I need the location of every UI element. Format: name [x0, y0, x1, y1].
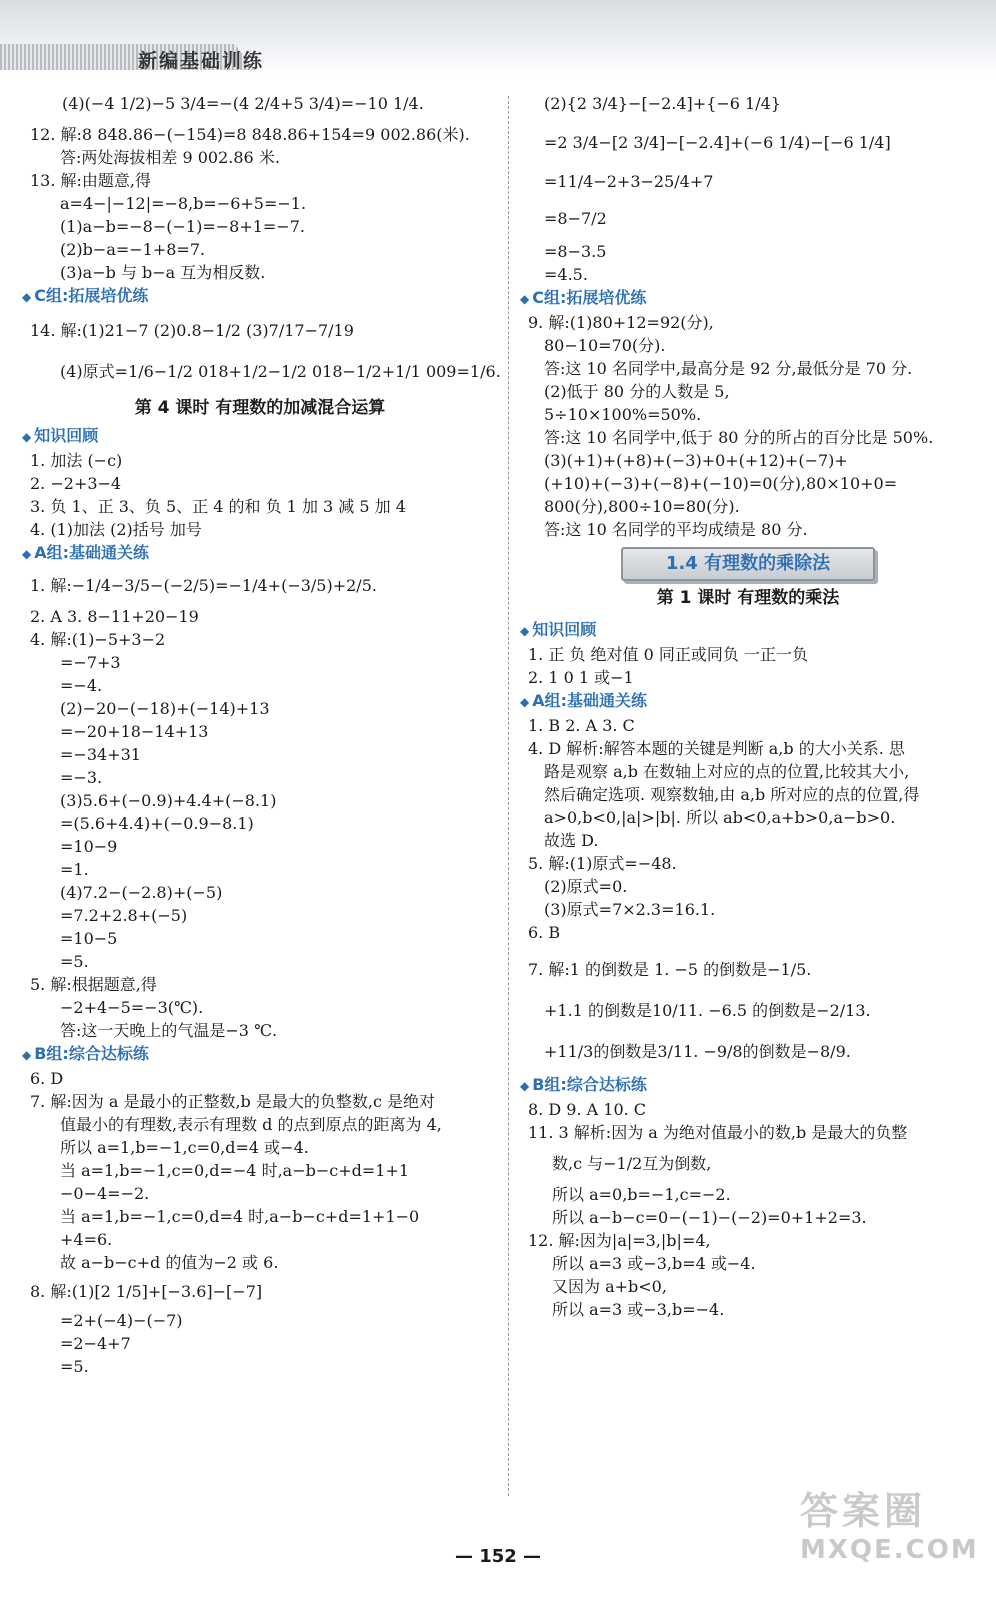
page-header — [0, 0, 996, 74]
text-line: +1.1 的倒数是10/11. −6.5 的倒数是−2/13. — [544, 1001, 871, 1020]
text-line: =−34+31 — [60, 745, 141, 764]
text-line: 1. 加法 (−c) — [30, 451, 123, 470]
section-heading: ◆ 知识回顾 — [22, 424, 490, 449]
text-line: 所以 a−b−c=0−(−1)−(−2)=0+1+2=3. — [552, 1208, 867, 1227]
text-line: 1. 解:−1/4−3/5−(−2/5)=−1/4+(−3/5)+2/5. — [30, 576, 377, 595]
text-line: +11/3的倒数是3/11. −9/8的倒数是−8/9. — [544, 1042, 851, 1061]
text-line: =−3. — [60, 768, 103, 787]
text-line: =8−7/2 — [544, 209, 607, 228]
text-line: =(5.6+4.4)+(−0.9−8.1) — [60, 814, 254, 833]
text-line: (4)(−4 1/2)−5 3/4=−(4 2/4+5 3/4)=−10 1/4. — [62, 94, 424, 113]
header-title: 新编基础训练 — [138, 50, 265, 72]
lesson-title: 第 4 课时 有理数的加减混合运算 — [134, 398, 386, 418]
text-line: 值最小的有理数,表示有理数 d 的点到原点的距离为 4, — [60, 1115, 442, 1134]
text-line: 答:这 10 名同学中,最高分是 92 分,最低分是 70 分. — [544, 359, 913, 378]
text-line: 路是观察 a,b 在数轴上对应的点的位置,比较其大小, — [544, 762, 910, 781]
text-line: 5÷10×100%=50%. — [544, 405, 702, 424]
text-line: −2+4−5=−3(℃). — [60, 998, 204, 1017]
text-line: (2)−20−(−18)+(−14)+13 — [60, 699, 270, 718]
text-line: (3)5.6+(−0.9)+4.4+(−8.1) — [60, 791, 277, 810]
section-heading: ◆ C组:拓展培优练 — [520, 286, 968, 311]
text-line: 所以 a=1,b=−1,c=0,d=4 或−4. — [60, 1138, 309, 1157]
text-line: 答:这一天晚上的气温是−3 ℃. — [60, 1021, 278, 1040]
text-line: =10−9 — [60, 837, 118, 856]
text-line: =−20+18−14+13 — [60, 722, 209, 741]
text-line: 当 a=1,b=−1,c=0,d=−4 时,a−b−c+d=1+1 — [60, 1161, 410, 1180]
text-line: =5. — [60, 952, 89, 971]
text-line: 6. B — [528, 923, 561, 942]
text-line: =7.2+2.8+(−5) — [60, 906, 188, 925]
text-line: −0−4=−2. — [60, 1184, 150, 1203]
text-line: 3. 负 1、正 3、负 5、正 4 的和 负 1 加 3 减 5 加 4 — [30, 497, 406, 516]
text-line: =4.5. — [544, 265, 588, 284]
text-line: 9. 解:(1)80+12=92(分), — [528, 313, 714, 332]
text-line: =1. — [60, 860, 89, 879]
watermark-text: 答案圈 — [800, 1489, 927, 1533]
text-line: 所以 a=0,b=−1,c=−2. — [552, 1185, 731, 1204]
text-line: 80−10=70(分). — [544, 336, 666, 355]
text-line: 12. 解:8 848.86−(−154)=8 848.86+154=9 002.86(米). — [30, 125, 470, 144]
text-line: 答:这 10 名同学的平均成绩是 80 分. — [544, 520, 808, 539]
text-line: =2−4+7 — [60, 1334, 131, 1353]
text-line: 当 a=1,b=−1,c=0,d=4 时,a−b−c+d=1+1−0 — [60, 1207, 420, 1226]
text-line: 7. 解:1 的倒数是 1. −5 的倒数是−1/5. — [528, 960, 812, 979]
text-line: =8−3.5 — [544, 242, 607, 261]
left-column — [30, 92, 501, 1378]
text-line: 4. D 解析:解答本题的关键是判断 a,b 的大小关系. 思 — [528, 739, 905, 758]
text-line: 所以 a=3 或−3,b=4 或−4. — [552, 1254, 756, 1273]
text-line: 4. (1)加法 (2)括号 加号 — [30, 520, 202, 539]
text-line: 5. 解:(1)原式=−48. — [528, 854, 677, 873]
lesson-title: 第 1 课时 有理数的乘法 — [656, 588, 840, 608]
section-heading: ◆ B组:综合达标练 — [520, 1073, 968, 1098]
text-line: (3)(+1)+(+8)+(−3)+0+(+12)+(−7)+ — [544, 451, 848, 470]
text-line: 8. D 9. A 10. C — [528, 1100, 647, 1119]
text-line: 1. B 2. A 3. C — [528, 716, 635, 735]
text-line: 6. D — [30, 1069, 64, 1088]
text-line: 1. 正 负 绝对值 0 同正或同负 一正一负 — [528, 645, 808, 664]
text-line: 7. 解:因为 a 是最小的正整数,b 是最大的负整数,c 是绝对 — [30, 1092, 436, 1111]
text-line: 2. A 3. 8−11+20−19 — [30, 607, 199, 626]
section-heading: ◆ C组:拓展培优练 — [22, 284, 490, 309]
text-line: 14. 解:(1)21−7 (2)0.8−1/2 (3)7/17−7/19 — [30, 321, 354, 340]
text-line: 8. 解:(1)[2 1/5]+[−3.6]−[−7] — [30, 1282, 263, 1301]
text-line: 13. 解:由题意,得 — [30, 171, 152, 190]
text-line: (4)7.2−(−2.8)+(−5) — [60, 883, 223, 902]
text-line: (2)原式=0. — [544, 877, 628, 896]
text-line: 5. 解:根据题意,得 — [30, 975, 157, 994]
watermark-url: MXQE.COM — [800, 1535, 979, 1565]
text-line: a>0,b<0,|a|>|b|. 所以 ab<0,a+b>0,a−b>0. — [544, 808, 896, 827]
text-line: 2. 1 0 1 或−1 — [528, 668, 634, 687]
text-line: 所以 a=3 或−3,b=−4. — [552, 1300, 725, 1319]
text-line: 又因为 a+b<0, — [552, 1277, 667, 1296]
text-line: =2+(−4)−(−7) — [60, 1311, 183, 1330]
text-line: (1)a−b=−8−(−1)=−8+1=−7. — [60, 217, 305, 236]
text-line: 800(分),800÷10=80(分). — [544, 497, 740, 516]
text-line: (4)原式=1/6−1/2 018+1/2−1/2 018−1/2+1/1 009=1/6. — [60, 362, 501, 381]
text-line: 2. −2+3−4 — [30, 474, 122, 493]
section-heading: ◆ 知识回顾 — [520, 618, 968, 643]
text-line: (+10)+(−3)+(−8)+(−10)=0(分),80×10+0= — [544, 474, 898, 493]
text-line: 然后确定选项. 观察数轴,由 a,b 所对应的点的位置,得 — [544, 785, 920, 804]
right-column — [528, 92, 968, 1321]
text-line: =10−5 — [60, 929, 118, 948]
text-line: (3)原式=7×2.3=16.1. — [544, 900, 716, 919]
text-line: =11/4−2+3−25/4+7 — [544, 172, 714, 191]
text-line: 11. 3 解析:因为 a 为绝对值最小的数,b 是最大的负整 — [528, 1123, 908, 1142]
section-heading: ◆ A组:基础通关练 — [520, 689, 968, 714]
text-line: 故选 D. — [544, 831, 599, 850]
text-line: (2){2 3/4}−[−2.4]+{−6 1/4} — [544, 94, 781, 113]
text-line: =−7+3 — [60, 653, 121, 672]
page-number: — 152 — — [454, 1546, 542, 1567]
text-line: 4. 解:(1)−5+3−2 — [30, 630, 166, 649]
section-heading: ◆ A组:基础通关练 — [22, 541, 490, 566]
column-divider — [508, 96, 509, 1496]
text-line: (2)低于 80 分的人数是 5, — [544, 382, 730, 401]
text-line: =2 3/4−[2 3/4]−[−2.4]+(−6 1/4)−[−6 1/4] — [544, 133, 891, 152]
text-line: =5. — [60, 1357, 89, 1376]
section-title-box: 1.4 有理数的乘除法 — [621, 547, 875, 581]
text-line: 答:这 10 名同学中,低于 80 分的所占的百分比是 50%. — [544, 428, 934, 447]
text-line: =−4. — [60, 676, 103, 695]
text-line: (3)a−b 与 b−a 互为相反数. — [60, 263, 266, 282]
watermark-logo — [800, 1480, 980, 1590]
text-line: +4=6. — [60, 1230, 113, 1249]
section-heading: ◆ B组:综合达标练 — [22, 1042, 490, 1067]
text-line: 数,c 与−1/2互为倒数, — [552, 1154, 712, 1173]
text-line: (2)b−a=−1+8=7. — [60, 240, 206, 259]
text-line: 故 a−b−c+d 的值为−2 或 6. — [60, 1253, 279, 1272]
text-line: 答:两处海拔相差 9 002.86 米. — [60, 148, 280, 167]
text-line: 12. 解:因为|a|=3,|b|=4, — [528, 1231, 711, 1250]
text-line: a=4−|−12|=−8,b=−6+5=−1. — [60, 194, 307, 213]
